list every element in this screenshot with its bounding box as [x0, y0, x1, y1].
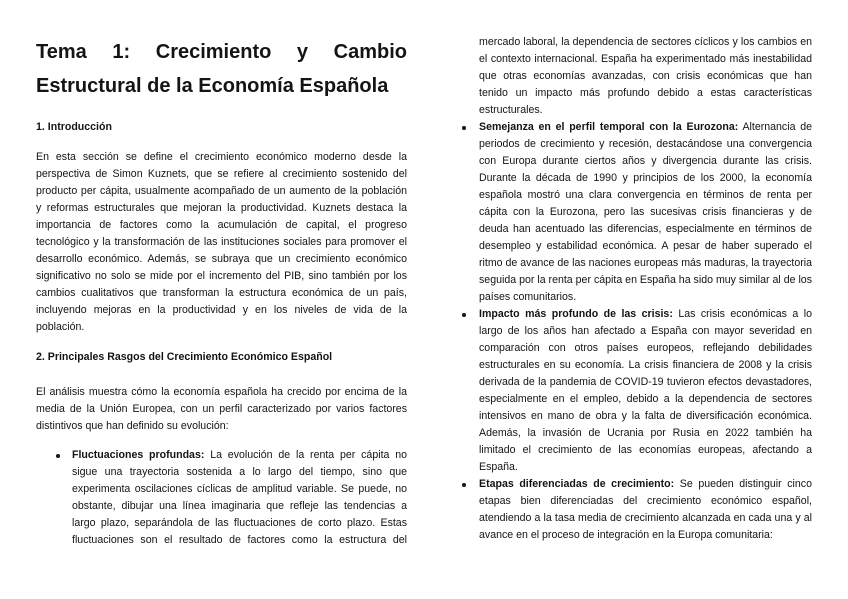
left-column — [36, 35, 407, 549]
right-column — [479, 34, 812, 544]
bullet-term: Etapas diferenciadas de crecimiento: — [479, 478, 675, 490]
bullet-item-etapas — [479, 476, 812, 544]
bullet-item-impacto — [479, 306, 812, 476]
bullet-term: Fluctuaciones profundas: — [72, 449, 205, 461]
bullet-text — [479, 306, 812, 476]
section-2-intro: El análisis muestra cómo la economía española ha crecido por encima de la media de la Unión Europea, con un perfil caracterizado por varios factores distintivos que han definido su evolución: — [36, 386, 407, 432]
bullet-dot-icon — [462, 483, 466, 487]
bullet-body: Las crisis económicas a lo largo de los años han afectado a España con mayor severidad en comparación con otros países europeos, reflejando debilidades estructurales en su economía. La crisis financiera de 2008 y la crisis derivada de la pandemia de COVID-19 tuvieron efectos devastadores, especialmente en el empleo, debido a la dependencia de sectores intensivos en mano de obra y la falta de diversificación económica. Además, la invasión de Ucrania por Rusia en 2022 también ha limitado el crecimiento de las economías europeas, afectando a España. — [479, 308, 812, 473]
bullet-body: Se pueden distinguir cinco etapas bien diferenciadas del crecimiento económico español, atendiendo a la tasa media de crecimiento alcanzada en cada una y al avance en el proceso de integración en la Europa comunitaria: — [479, 478, 812, 541]
bullet-body: La evolución de la renta per cápita no sigue una trayectoria sostenida a lo largo del tiempo, sino que experimenta oscilaciones cíclicas de amplitud variable. Se puede, no obstante, dibujar una línea imaginaria que refleje las tendencias a largo plazo, separándola de las fluctuaciones de corto plazo. Estas fluctuaciones son el resultado de factores como la estructura del — [72, 449, 408, 546]
bullet-item-fluctuaciones — [72, 447, 407, 549]
section-1-heading: 1. Introducción — [36, 121, 112, 133]
bullet-term: Impacto más profundo de las crisis: — [479, 308, 673, 320]
bullet-text — [479, 119, 812, 306]
document-title: Tema 1: Crecimiento y Cambio Estructural de la Economía Española — [36, 41, 407, 97]
bullet-term: Semejanza en el perfil temporal con la Eurozona: — [479, 121, 739, 133]
bullet-dot-icon — [56, 454, 60, 458]
section-2-heading: 2. Principales Rasgos del Crecimiento Económico Español — [36, 351, 333, 363]
bullet-dot-icon — [462, 126, 466, 130]
section-1-paragraph: En esta sección se define el crecimiento económico moderno desde la perspectiva de Simon Kuznets, que se refiere al crecimiento sostenido del producto per cápita, usualmente acompañado de un aumento de la población y reformas estructurales que mejoran la productividad. Kuznets destaca la importancia de factores como la acumulación de capital, el progreso tecnológico y la transformación de las instituciones sociales para promover el desarrollo económico. Además, se subraya que un crecimiento económico significativo no solo se mide por el incremento del PIB, sino también por los cambios cualitativos que transforman la estructura económica de un país, incluyendo mejoras en la productividad y en los niveles de vida de la población. — [36, 151, 407, 333]
bullet-body-continued: mercado laboral, la dependencia de sectores cíclicos y los cambios en el contexto internacional. España ha experimentado más inestabilidad que otras economías avanzadas, con crisis económicas que han tenido un impacto más profundo debido a estas características estructurales. — [479, 36, 812, 116]
bullet-item-semejanza — [479, 119, 812, 306]
bullet-dot-icon — [462, 313, 466, 317]
bullet-text — [72, 447, 407, 549]
bullet-text — [479, 476, 812, 544]
bullet-item-fluctuaciones-continued — [479, 34, 812, 119]
bullet-body: Alternancia de periodos de crecimiento y recesión, destacándose una convergencia con Europa durante ciertos años y divergencia durante las crisis. Durante la década de 1990 y principios de los 2000, la economía española mostró una clara convergencia en términos de renta per cápita con la Eurozona, pero las sucesivas crisis financieras y de deuda han acentuado las diferencias, especialmente en términos de desempleo y estabilidad económica. A pesar de haber superado el ritmo de avance de las naciones europeas más maduras, la trayectoria seguida por la renta per cápita en España ha sido muy similar al de los países comunitarios. — [479, 121, 812, 303]
